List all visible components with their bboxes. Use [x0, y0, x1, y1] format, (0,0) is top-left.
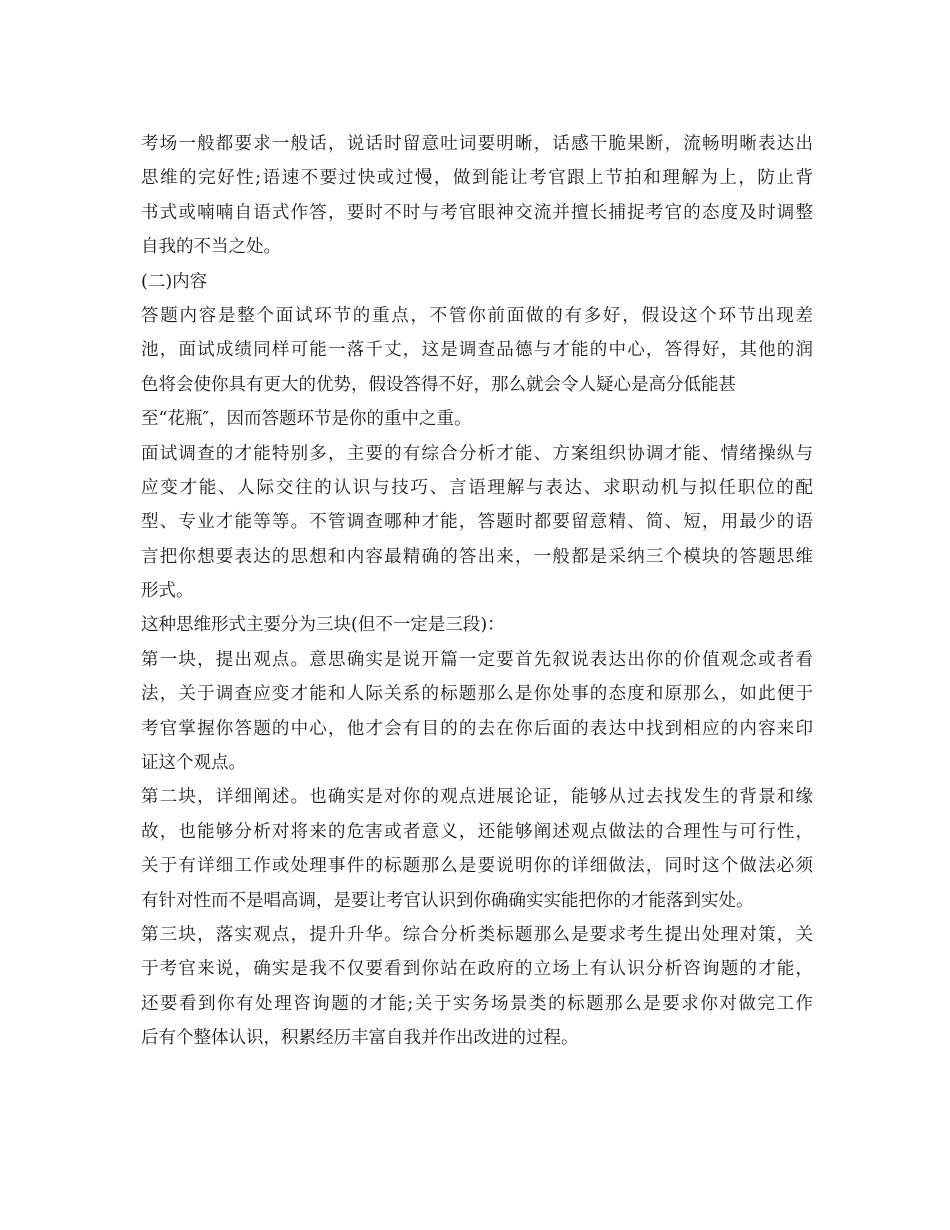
text-line: 形式。	[141, 581, 194, 602]
text-line: 后有个整体认识，积累经历丰富自我并作出改进的过程。	[141, 1028, 579, 1049]
text-line: 答题内容是整个面试环节的重点，不管你前面做的有多好，假设这个环节出现差	[141, 305, 813, 326]
text-line: 故，也能够分析对将来的危害或者意义，还能够阐述观点做法的合理性与可行性，	[141, 821, 813, 842]
text-line: 型、专业才能等等。不管调查哪种才能，答题时都要留意精、简、短，用最少的语	[141, 512, 813, 533]
text-line: 自我的不当之处。	[141, 237, 281, 258]
text-line: 面试调查的才能特别多，主要的有综合分析才能、方案组织协调才能、情绪操纵与	[141, 443, 813, 464]
text-line: 证这个观点。	[141, 753, 246, 774]
text-line: 第一块，提出观点。意思确实是说开篇一定要首先叙说表达出你的价值观念或者看	[141, 649, 813, 670]
text-line: 有针对性而不是唱高调，是要让考官认识到你确确实实能把你的才能落到实处。	[141, 890, 754, 911]
text-line: 于考官来说，确实是我不仅要看到你站在政府的立场上有认识分析咨询题的才能，	[141, 959, 813, 980]
text-line: 应变才能、人际交往的认识与技巧、言语理解与表达、求职动机与拟任职位的配	[141, 477, 813, 498]
text-line: 还要看到你有处理咨询题的才能;关于实务场景类的标题那么是要求你对做完工作	[141, 993, 813, 1014]
text-line: 言把你想要表达的思想和内容最精确的答出来，一般都是采纳三个模块的答题思维	[141, 546, 813, 567]
text-line: 考官掌握你答题的中心，他才会有目的的去在你后面的表达中找到相应的内容来印	[141, 718, 813, 739]
text-line: 这种思维形式主要分为三块(但不一定是三段)：	[141, 615, 505, 636]
text-line: 书式或喃喃自语式作答，要时不时与考官眼神交流并擅长捕捉考官的态度及时调整	[141, 202, 813, 223]
document-body	[141, 127, 813, 1056]
text-line: 第二块，详细阐述。也确实是对你的观点进展论证，能够从过去找发生的背景和缘	[141, 787, 813, 808]
text-line: 池，面试成绩同样可能一落千丈，这是调查品德与才能的中心，答得好，其他的润	[141, 340, 813, 361]
text-line: 至“花瓶″，因而答题环节是你的重中之重。	[141, 409, 472, 430]
section-heading: (二)内容	[141, 271, 208, 292]
text-line: 考场一般都要求一般话，说话时留意吐词要明晰，话感干脆果断，流畅明晰表达出	[141, 134, 813, 154]
text-line: 第三块，落实观点，提升升华。综合分析类标题那么是要求考生提出处理对策，关	[141, 924, 813, 945]
text-line: 关于有详细工作或处理事件的标题那么是要说明你的详细做法，同时这个做法必须	[141, 856, 813, 877]
text-line: 色将会使你具有更大的优势，假设答得不好，那么就会令人疑心是高分低能甚	[141, 374, 736, 395]
text-line: 思维的完好性;语速不要过快或过慢，做到能让考官跟上节拍和理解为上，防止背	[141, 168, 813, 189]
text-line: 法，关于调查应变才能和人际关系的标题那么是你处事的态度和原那么，如此便于	[141, 684, 813, 705]
